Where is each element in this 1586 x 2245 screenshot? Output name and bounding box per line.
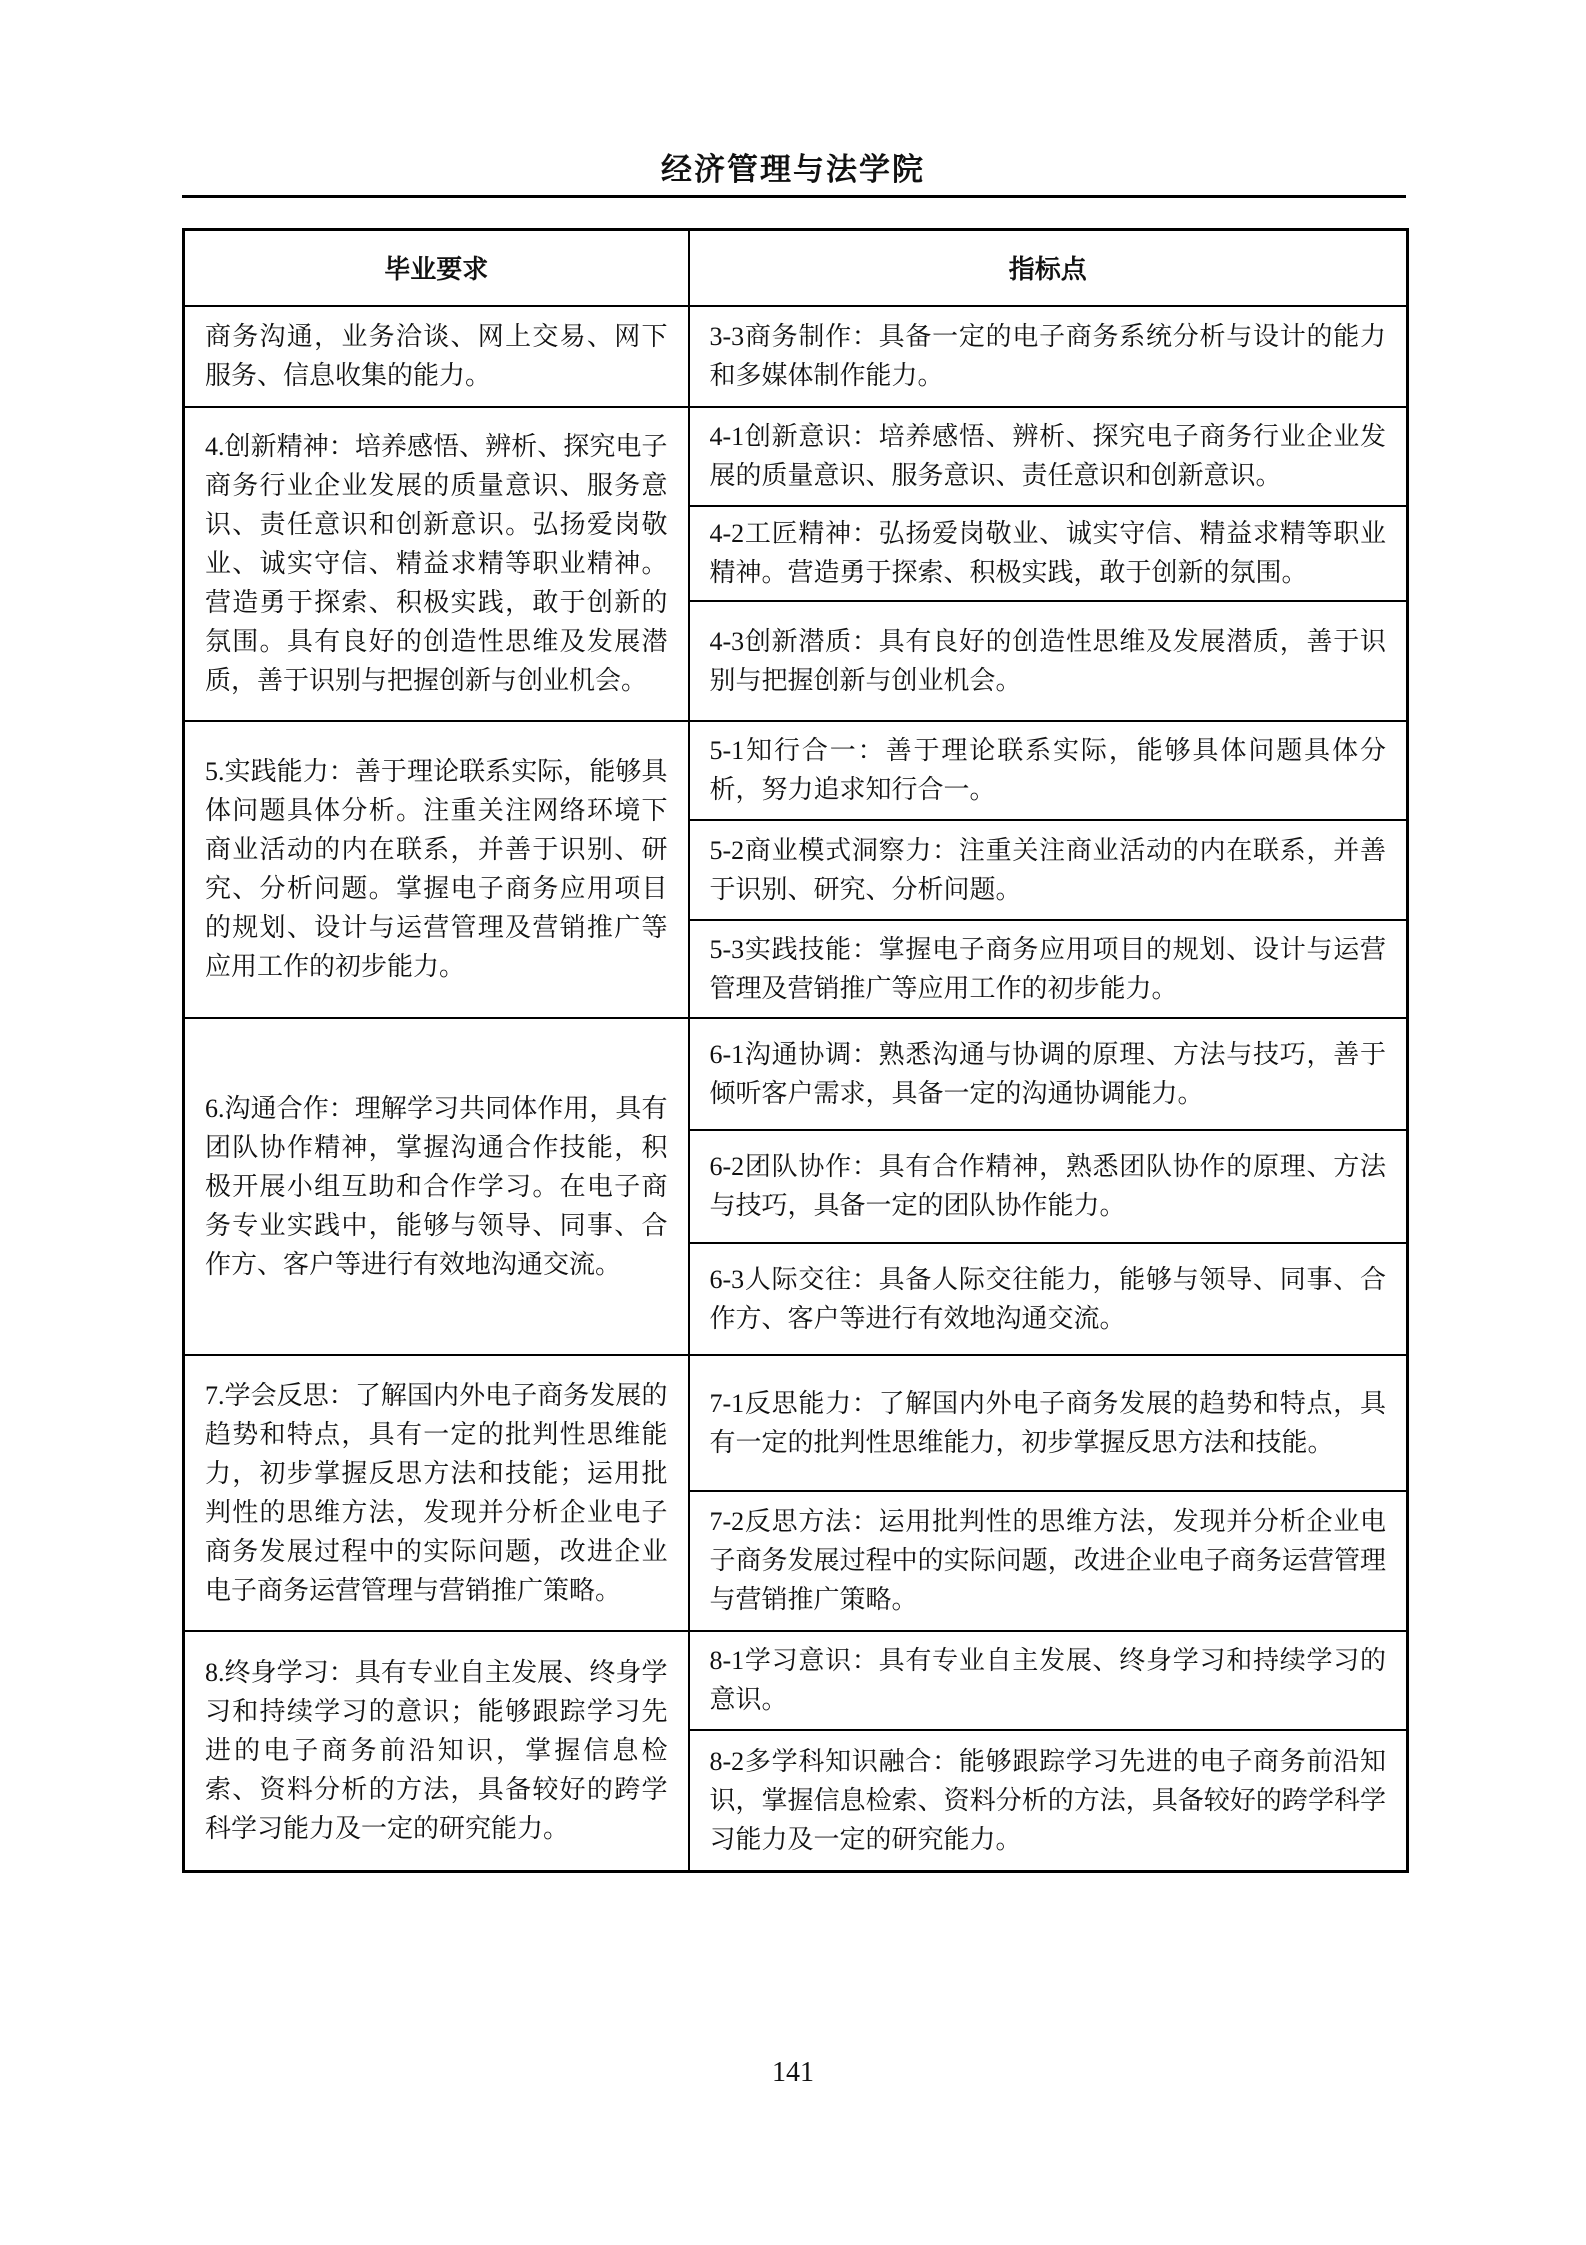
- indicator-cell: 5-3实践技能：掌握电子商务应用项目的规划、设计与运营管理及营销推广等应用工作的初步能力。: [689, 920, 1408, 1018]
- indicator-cell: 4-1创新意识：培养感悟、辨析、探究电子商务行业企业发展的质量意识、服务意识、责任意识和创新意识。: [689, 407, 1408, 506]
- requirement-cell: 5.实践能力：善于理论联系实际，能够具体问题具体分析。注重关注网络环境下商业活动的内在联系，并善于识别、研究、分析问题。掌握电子商务应用项目的规划、设计与运营管理及营销推广等应用工作的初步能力。: [184, 721, 689, 1018]
- requirements-indicators-table: [182, 228, 1409, 1873]
- table-row: [184, 1018, 1408, 1130]
- indicator-cell: 6-2团队协作：具有合作精神，熟悉团队协作的原理、方法与技巧，具备一定的团队协作能力。: [689, 1130, 1408, 1243]
- indicator-cell: 6-3人际交往：具备人际交往能力，能够与领导、同事、合作方、客户等进行有效地沟通交流。: [689, 1243, 1408, 1355]
- indicator-cell: 6-1沟通协调：熟悉沟通与协调的原理、方法与技巧，善于倾听客户需求，具备一定的沟通协调能力。: [689, 1018, 1408, 1130]
- indicator-cell: 7-1反思能力：了解国内外电子商务发展的趋势和特点，具有一定的批判性思维能力，初步掌握反思方法和技能。: [689, 1355, 1408, 1491]
- table-header-row: [184, 230, 1408, 306]
- table-row: [184, 407, 1408, 506]
- column-header-indicators: 指标点: [689, 230, 1408, 306]
- column-header-requirements: 毕业要求: [184, 230, 689, 306]
- requirement-cell: 7.学会反思：了解国内外电子商务发展的趋势和特点，具有一定的批判性思维能力，初步掌握反思方法和技能；运用批判性的思维方法，发现并分析企业电子商务发展过程中的实际问题，改进企业电子商务运营管理与营销推广策略。: [184, 1355, 689, 1631]
- table-row: [184, 1355, 1408, 1491]
- page-number: 141: [772, 2057, 814, 2088]
- indicator-cell: 8-1学习意识：具有专业自主发展、终身学习和持续学习的意识。: [689, 1631, 1408, 1730]
- title-underline: [182, 195, 1406, 198]
- requirement-cell: 4.创新精神：培养感悟、辨析、探究电子商务行业企业发展的质量意识、服务意识、责任意识和创新意识。弘扬爱岗敬业、诚实守信、精益求精等职业精神。营造勇于探索、积极实践，敢于创新的氛围。具有良好的创造性思维及发展潜质，善于识别与把握创新与创业机会。: [184, 407, 689, 721]
- indicator-cell: 4-3创新潜质：具有良好的创造性思维及发展潜质，善于识别与把握创新与创业机会。: [689, 601, 1408, 721]
- requirement-cell: 8.终身学习：具有专业自主发展、终身学习和持续学习的意识；能够跟踪学习先进的电子商务前沿知识，掌握信息检索、资料分析的方法，具备较好的跨学科学习能力及一定的研究能力。: [184, 1631, 689, 1872]
- indicator-cell: 5-1知行合一：善于理论联系实际，能够具体问题具体分析，努力追求知行合一。: [689, 721, 1408, 820]
- requirement-cell: 商务沟通，业务洽谈、网上交易、网下服务、信息收集的能力。: [184, 306, 689, 407]
- table-row: [184, 721, 1408, 820]
- indicator-cell: 3-3商务制作：具备一定的电子商务系统分析与设计的能力和多媒体制作能力。: [689, 306, 1408, 407]
- indicator-cell: 5-2商业模式洞察力：注重关注商业活动的内在联系，并善于识别、研究、分析问题。: [689, 820, 1408, 920]
- table-row: [184, 306, 1408, 407]
- indicator-cell: 7-2反思方法：运用批判性的思维方法，发现并分析企业电子商务发展过程中的实际问题，改进企业电子商务运营管理与营销推广策略。: [689, 1491, 1408, 1631]
- indicator-cell: 4-2工匠精神：弘扬爱岗敬业、诚实守信、精益求精等职业精神。营造勇于探索、积极实践，敢于创新的氛围。: [689, 506, 1408, 601]
- table-row: [184, 1631, 1408, 1730]
- indicator-cell: 8-2多学科知识融合：能够跟踪学习先进的电子商务前沿知识，掌握信息检索、资料分析的方法，具备较好的跨学科学习能力及一定的研究能力。: [689, 1730, 1408, 1872]
- requirement-cell: 6.沟通合作：理解学习共同体作用，具有团队协作精神，掌握沟通合作技能，积极开展小组互助和合作学习。在电子商务专业实践中，能够与领导、同事、合作方、客户等进行有效地沟通交流。: [184, 1018, 689, 1355]
- page-title: 经济管理与法学院: [661, 152, 925, 187]
